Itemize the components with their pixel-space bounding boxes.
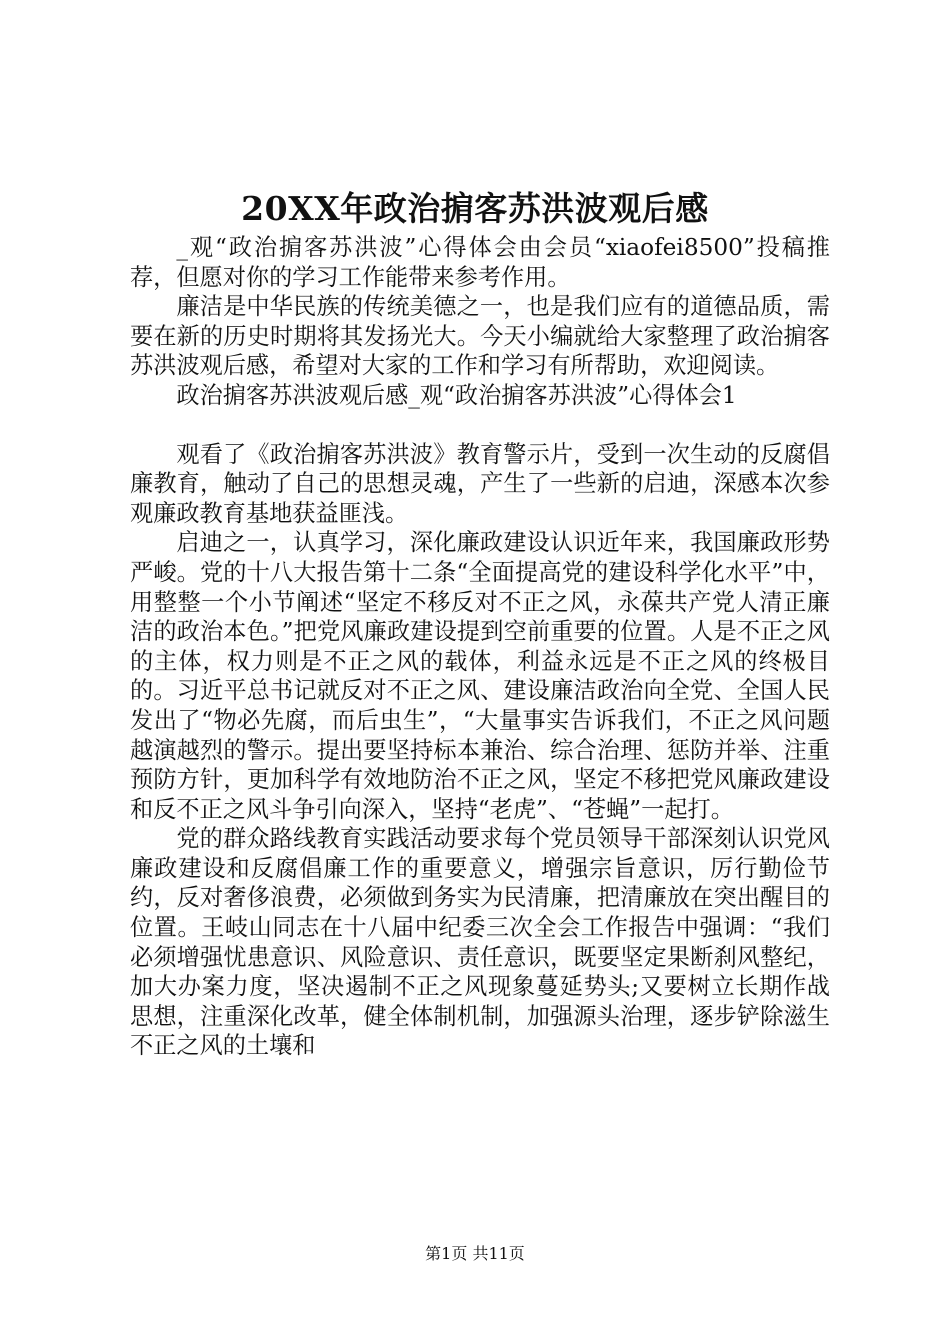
paragraph-intro: _观“政治掮客苏洪波”心得体会由会员“xiaofei8500”投稿推荐，但愿对你的学习工作能带来参考作用。 <box>130 234 830 291</box>
document-title: 20XX年政治掮客苏洪波观后感 <box>241 189 709 228</box>
paragraph-body: 启迪之一，认真学习，深化廉政建设认识近年来，我国廉政形势严峻。党的十八大报告第十二条“全面提高党的建设科学化水平”中，用整整一个小节阐述“坚定不移反对不正之风，永葆共产党人清正廉洁的政治本色。”把党风廉政建设提到空前重要的位置。人是不正之风的主体，权力则是不正之风的载体，利益永远是不正之风的终极目的。习近平总书记就反对不正之风、建设廉洁政治向全党、全国人民发出了“物必先腐，而后虫生”，“大量事实告诉我们，不正之风问题越演越烈的警示。提出要坚持标本兼治、综合治理、惩防并举、注重预防方针，更加科学有效地防治不正之风，坚定不移把党风廉政建设和反不正之风斗争引向深入，坚持“老虎”、“苍蝇”一起打。 <box>130 529 830 823</box>
paragraph-summary: 廉洁是中华民族的传统美德之一，也是我们应有的道德品质，需要在新的历史时期将其发扬光大。今天小编就给大家整理了政治掮客苏洪波观后感，希望对大家的工作和学习有所帮助，欢迎阅读。 <box>130 293 830 380</box>
section-heading: 政治掮客苏洪波观后感_观“政治掮客苏洪波”心得体会1 <box>176 381 737 409</box>
paragraph-body: 党的群众路线教育实践活动要求每个党员领导干部深刻认识党风廉政建设和反腐倡廉工作的重要意义，增强宗旨意识，厉行勤俭节约，反对奢侈浪费，必须做到务实为民清廉，把清廉放在突出醒目的位置。王岐山同志在十八届中纪委三次全会工作报告中强调：“我们必须增强忧患意识、风险意识、责任意识，既要坚定果断刹风整纪，加大办案力度，坚决遏制不正之风现象蔓延势头;又要树立长期作战思想，注重深化改革，健全体制机制，加强源头治理，逐步铲除滋生不正之风的土壤和 <box>130 825 830 1060</box>
paragraph-body: 观看了《政治掮客苏洪波》教育警示片，受到一次生动的反腐倡廉教育，触动了自己的思想灵魂，产生了一些新的启迪，深感本次参观廉政教育基地获益匪浅。 <box>130 440 830 527</box>
document-body <box>130 233 830 1061</box>
page-footer: 第1页 共11页 <box>425 1244 525 1263</box>
